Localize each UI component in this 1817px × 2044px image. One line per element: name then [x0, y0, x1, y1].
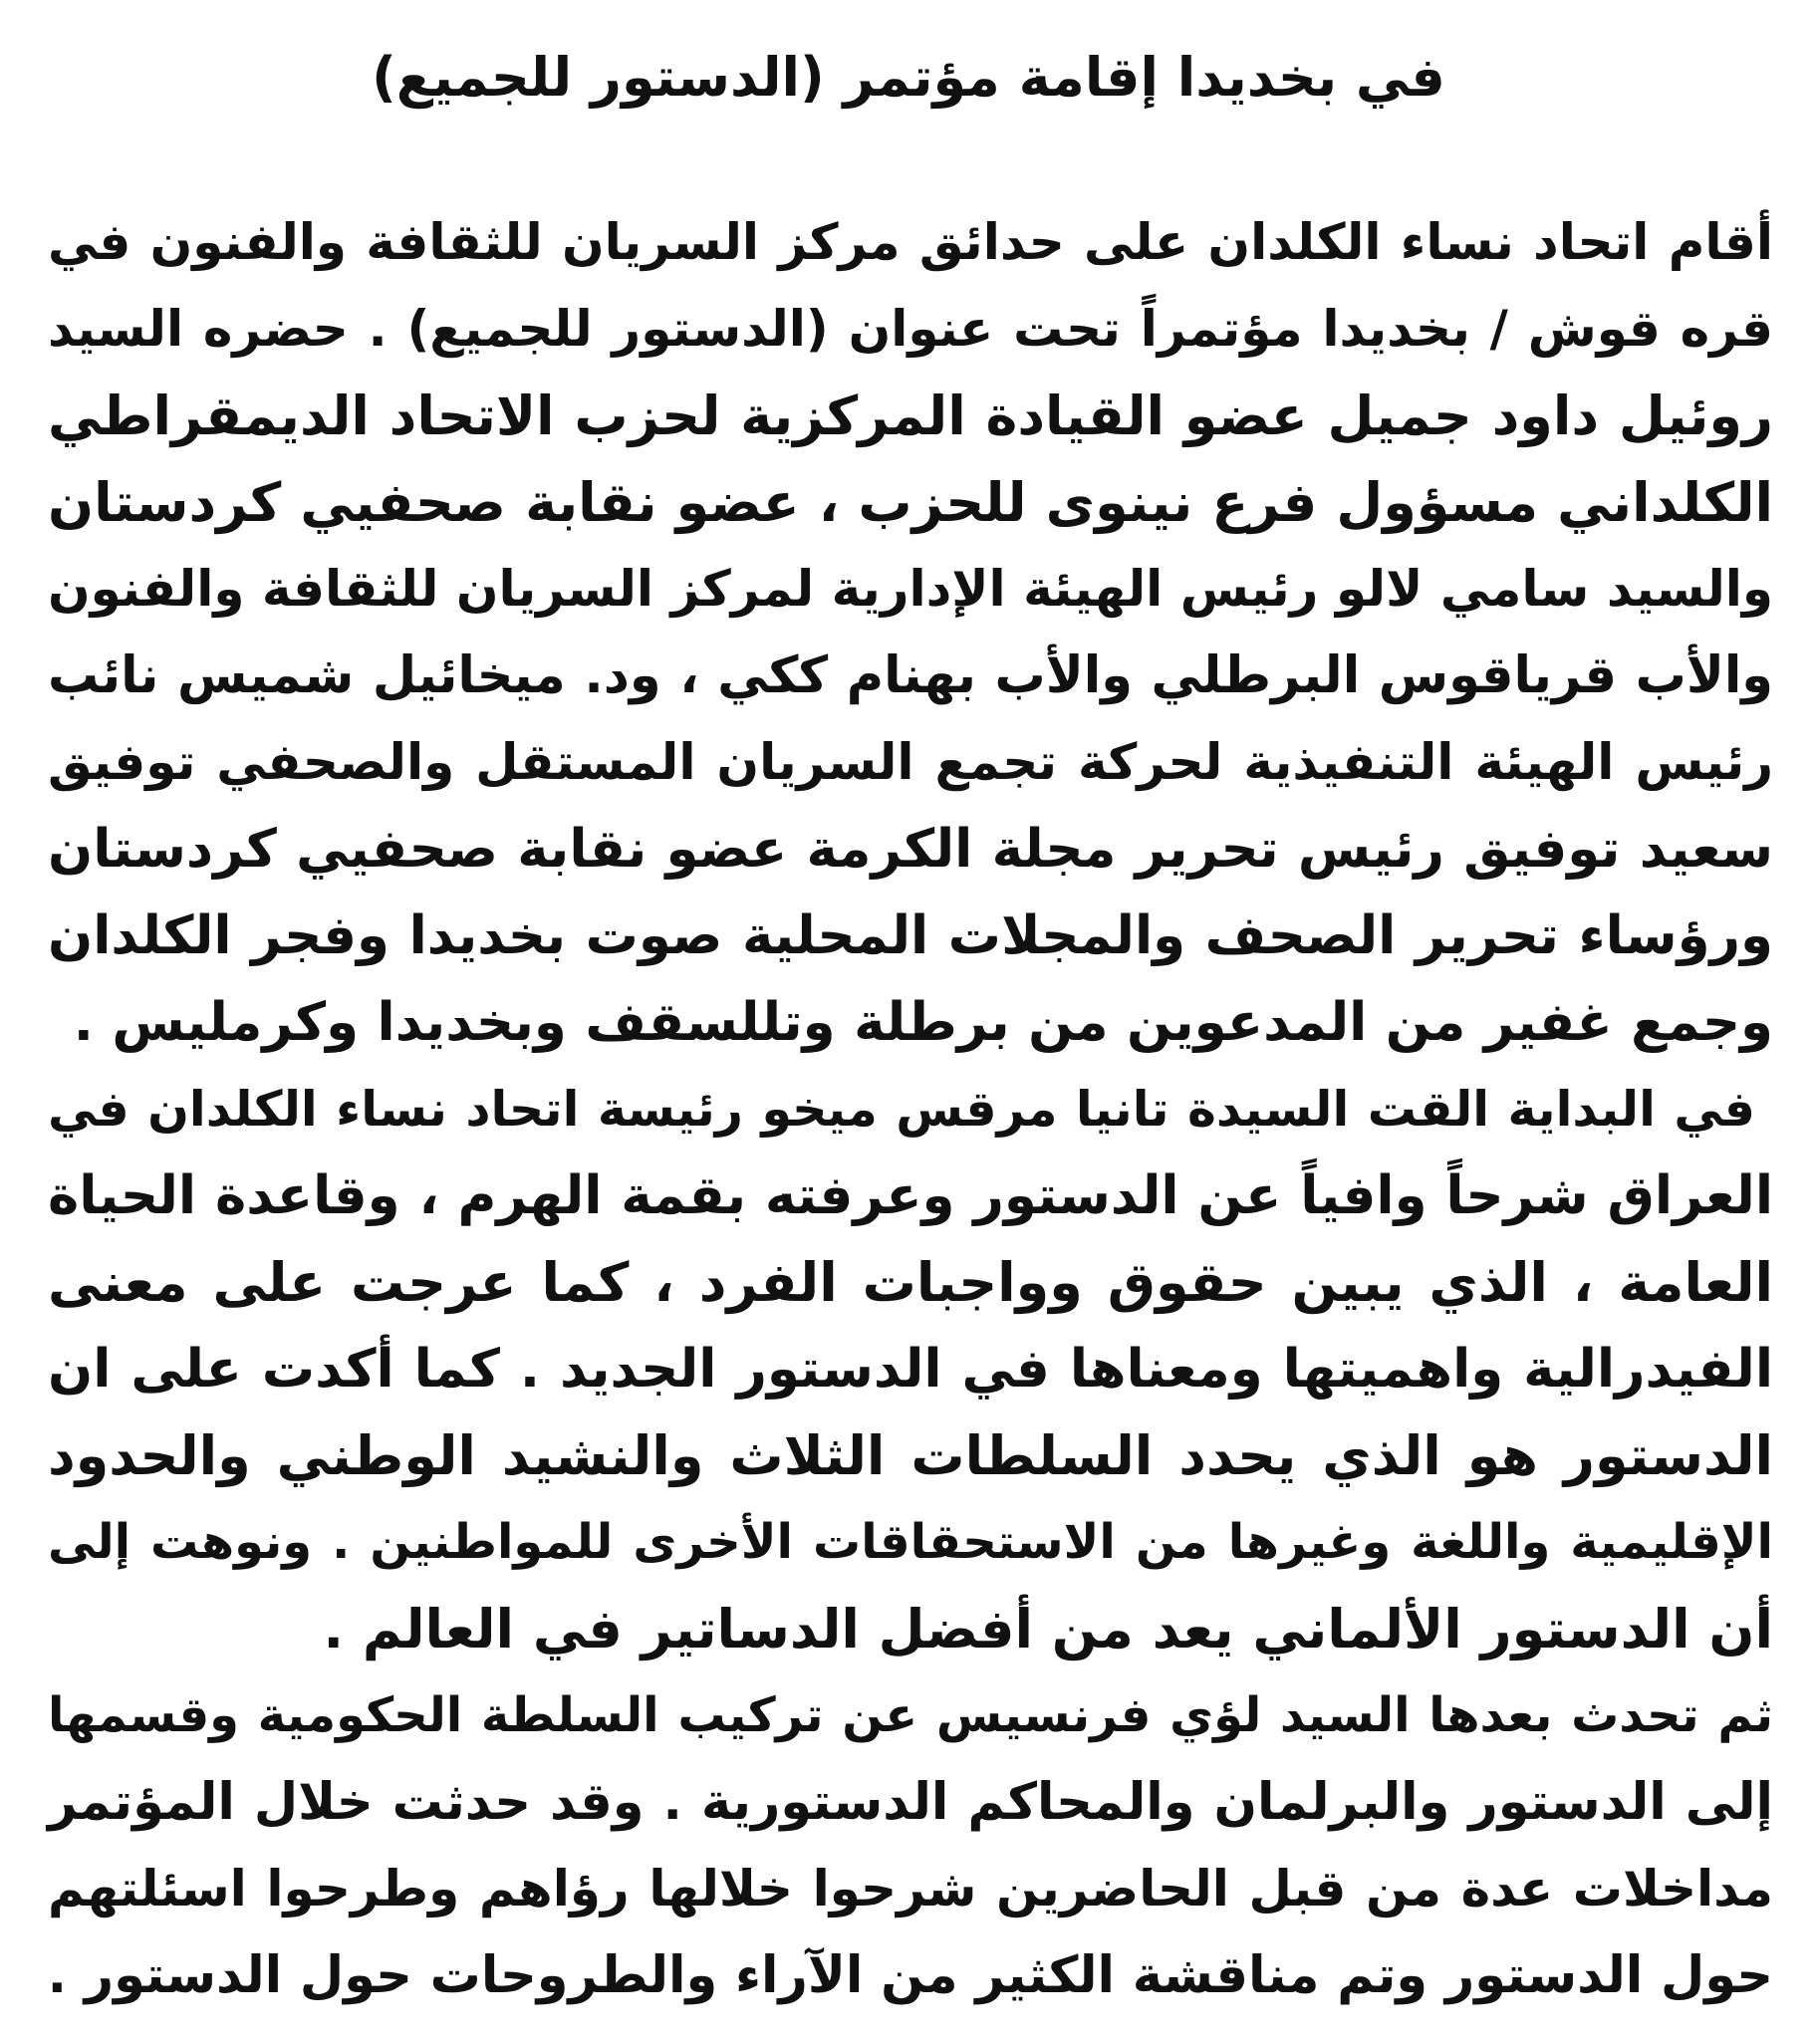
text-line: رئيس الهيئة التنفيذية لحركة تجمع السريان المستقل والصحفي توفيق	[48, 733, 1773, 791]
text-line: قره قوش / بخديدا مؤتمراً تحت عنوان (الدستور للجميع) . حضره السيد	[48, 300, 1773, 358]
article-body	[48, 199, 1773, 2019]
text-line: الكلداني مسؤول فرع نينوى للحزب ، عضو نقابة صحفيي كردستان	[48, 471, 1773, 534]
text-line: العامة ، الذي يبين حقوق وواجبات الفرد ، كما عرجت على معنى	[48, 1251, 1773, 1314]
text-line: ثم تحدث بعدها السيد لؤي فرنسيس عن تركيب السلطة الحكومية وقسمها	[48, 1687, 1773, 1743]
text-line: ورؤساء تحرير الصحف والمجلات المحلية صوت بخديدا وفجر الكلدان	[48, 905, 1773, 966]
text-line: الفيدرالية واهميتها ومعناها في الدستور الجديد . كما أكدت على ان	[48, 1339, 1773, 1400]
text-line: الإقليمية واللغة وغيرها من الاستحقاقات الأخرى للمواطنين . ونوهت إلى	[48, 1514, 1773, 1570]
text-line: سعيد توفيق رئيس تحرير مجلة الكرمة عضو نقابة صحفيي كردستان	[48, 819, 1773, 880]
text-line: العراق شرحاً وافياً عن الدستور وعرفته بقمة الهرم ، وقاعدة الحياة	[48, 1165, 1773, 1226]
text-line: إلى الدستور والبرلمان والمحاكم الدستورية . وقد حدثت خلال المؤتمر	[48, 1773, 1773, 1832]
paragraph-1	[48, 199, 1773, 1066]
text-line: حول الدستور وتم مناقشة الكثير من الآراء والطروحات حول الدستور .	[47, 1946, 1773, 2005]
paragraph-2	[48, 1066, 1773, 1672]
text-line: والأب قرياقوس البرطلي والأب بهنام ككي ، ود. ميخائيل شميس نائب	[48, 646, 1773, 705]
text-line: مداخلات عدة من قبل الحاضرين شرحوا خلالها رؤاهم وطرحوا اسئلتهم	[48, 1860, 1773, 1917]
text-line: وجمع غفير من المدعوين من برطلة وتللسقف وبخديدا وكرمليس .	[73, 992, 1773, 1053]
text-line: الدستور هو الذي يحدد السلطات الثلاث والنشيد الوطني والحدود	[48, 1424, 1773, 1487]
text-line: في البداية القت السيدة تانيا مرقس ميخو رئيسة اتحاد نساء الكلدان في	[48, 1081, 1755, 1138]
text-line: أقام اتحاد نساء الكلدان على حدائق مركز السريان للثقافة والفنون في	[48, 213, 1773, 271]
text-line: روئيل داود جميل عضو القيادة المركزية لحزب الاتحاد الديمقراطي	[48, 384, 1773, 447]
paragraph-3	[48, 1672, 1773, 2019]
text-line: والسيد سامي لالو رئيس الهيئة الإدارية لمركز السريان للثقافة والفنون	[48, 560, 1773, 618]
article-title: في بخديدا إقامة مؤتمر (الدستور للجميع)	[372, 46, 1445, 109]
text-line: أن الدستور الألماني يعد من أفضل الدساتير في العالم .	[323, 1598, 1773, 1661]
